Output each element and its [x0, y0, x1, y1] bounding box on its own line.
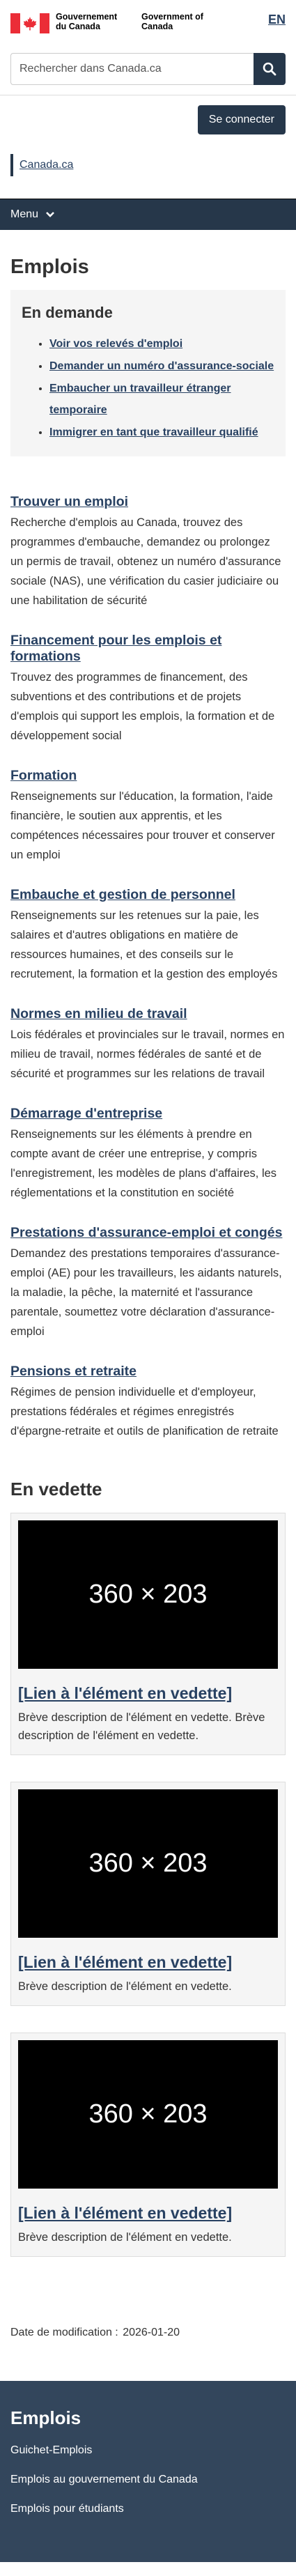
main-content [0, 256, 296, 2339]
breadcrumb-link[interactable]: Canada.ca [20, 159, 74, 171]
service-description: Renseignements sur les éléments à prendre en compte avant de créer une entreprise, y compris l'enregistrement, les modèles de plans d'affaires, les réglementations et la constitution en société [10, 1128, 277, 1199]
featured-link[interactable]: [Lien à l'élément en vedette] [18, 1953, 233, 1971]
gov-name-en: Government of Canada [141, 12, 203, 31]
service-description: Renseignements sur l'éducation, la formation, l'aide financière, le soutien aux apprentis, et les compétences nécessaires pour trouver et conserver un emploi [10, 790, 275, 861]
top-bar [0, 0, 296, 45]
list-item [49, 378, 274, 421]
service-item [10, 494, 286, 610]
featured-image-placeholder: 360 × 203 [18, 1789, 278, 1938]
featured-description: Brève description de l'élément en vedette. [18, 1980, 232, 1993]
page-title: Emplois [10, 256, 89, 278]
service-link[interactable]: Pensions et retraite [10, 1364, 137, 1379]
featured-card [10, 1513, 286, 1755]
service-item [10, 887, 286, 984]
canada-flag-icon [10, 13, 49, 33]
featured-description: Brève description de l'élément en vedette. [18, 2231, 232, 2244]
in-demand-link[interactable]: Embaucher un travailleur étranger temporaire [49, 383, 231, 416]
gov-signature[interactable] [10, 12, 205, 33]
featured-image-placeholder: 360 × 203 [18, 1520, 278, 1669]
language-toggle[interactable]: EN [267, 13, 286, 26]
service-description: Trouvez des programmes de financement, des subventions et des contributions et de projets d'emplois qui support les emplois, la formation et de développement social [10, 671, 275, 742]
service-item [10, 1225, 286, 1341]
search-input[interactable] [10, 53, 254, 85]
site-footer [0, 2381, 296, 2562]
footer-heading: Emplois [10, 2407, 81, 2428]
service-description: Régimes de pension individuelle et d'employeur, prestations fédérales et régimes enregistrés d'épargne-retraite et outils de planification de retraite [10, 1386, 279, 1437]
in-demand-link[interactable]: Voir vos relevés d'emploi [49, 338, 183, 350]
service-item [10, 1006, 286, 1083]
service-link[interactable]: Démarrage d'entreprise [10, 1106, 163, 1121]
in-demand-list [22, 333, 274, 443]
service-description: Demandez des prestations temporaires d'assurance-emploi (AE) pour les travailleurs, les aidants naturels, la maladie, la pêche, la maternité et l'assurance parentale, soumettez votre déclaration d'assurance-emploi [10, 1247, 282, 1338]
footer-link[interactable]: Guichet-Emplois [10, 2444, 93, 2456]
site-header [0, 0, 296, 230]
menu-button[interactable] [0, 199, 296, 230]
list-item [10, 2503, 286, 2515]
date-modified [10, 2327, 286, 2339]
date-modified-label: Date de modification : [10, 2327, 118, 2338]
service-link[interactable]: Normes en milieu de travail [10, 1006, 187, 1021]
featured-link[interactable]: [Lien à l'élément en vedette] [18, 1684, 233, 1702]
featured-link[interactable]: [Lien à l'élément en vedette] [18, 2204, 233, 2222]
service-item [10, 768, 286, 865]
featured-heading: En vedette [10, 1479, 102, 1499]
breadcrumb [10, 154, 286, 176]
service-link[interactable]: Financement pour les emplois et formations [10, 633, 222, 664]
services-list [0, 494, 296, 1441]
footer-link[interactable]: Emplois pour étudiants [10, 2503, 124, 2515]
footer-links [10, 2444, 286, 2515]
service-link[interactable]: Prestations d'assurance-emploi et congés [10, 1225, 283, 1240]
featured-card [10, 1782, 286, 2006]
service-item [10, 633, 286, 746]
service-description: Recherche d'emplois au Canada, trouvez des programmes d'embauche, demandez ou prolongez un permis de travail, obtenez un numéro d'assurance sociale (NAS), une vérification du casier judiciaire ou une habilitation de sécurité [10, 516, 281, 607]
list-item [49, 333, 274, 355]
service-link[interactable]: Formation [10, 768, 77, 783]
service-item [10, 1106, 286, 1203]
service-description: Renseignements sur les retenues sur la paie, les salaires et d'autres obligations en matière de ressources humaines, et des conseils sur le recrutement, la formation et la gestion des employés [10, 909, 278, 980]
gov-name-fr: Gouvernement du Canada [56, 12, 118, 31]
service-item [10, 1364, 286, 1441]
list-item [10, 2444, 286, 2457]
service-description: Lois fédérales et provinciales sur le travail, normes en milieu de travail, normes fédérales de santé et de sécurité et programmes sur les relations de travail [10, 1028, 285, 1080]
featured-card [10, 2033, 286, 2257]
featured-image-placeholder: 360 × 203 [18, 2040, 278, 2189]
search-button[interactable] [254, 53, 286, 85]
list-item [49, 355, 274, 377]
signin-button[interactable]: Se connecter [198, 105, 286, 134]
search-bar [10, 53, 286, 85]
date-modified-value: 2026-01-20 [123, 2327, 180, 2338]
in-demand-link[interactable]: Demander un numéro d'assurance-sociale [49, 360, 274, 372]
service-link[interactable]: Trouver un emploi [10, 494, 129, 509]
in-demand-heading: En demande [22, 304, 113, 321]
list-item [49, 422, 274, 443]
featured-description: Brève description de l'élément en vedette. Brève description de l'élément en vedette. [18, 1711, 265, 1742]
menu-label: Menu [10, 208, 39, 220]
in-demand-link[interactable]: Immigrer en tant que travailleur qualifié [49, 426, 258, 438]
footer-link[interactable]: Emplois au gouvernement du Canada [10, 2474, 198, 2485]
in-demand-panel [10, 290, 286, 456]
chevron-down-icon [45, 211, 55, 218]
search-icon [263, 62, 276, 76]
list-item [10, 2474, 286, 2486]
service-link[interactable]: Embauche et gestion de personnel [10, 887, 235, 902]
